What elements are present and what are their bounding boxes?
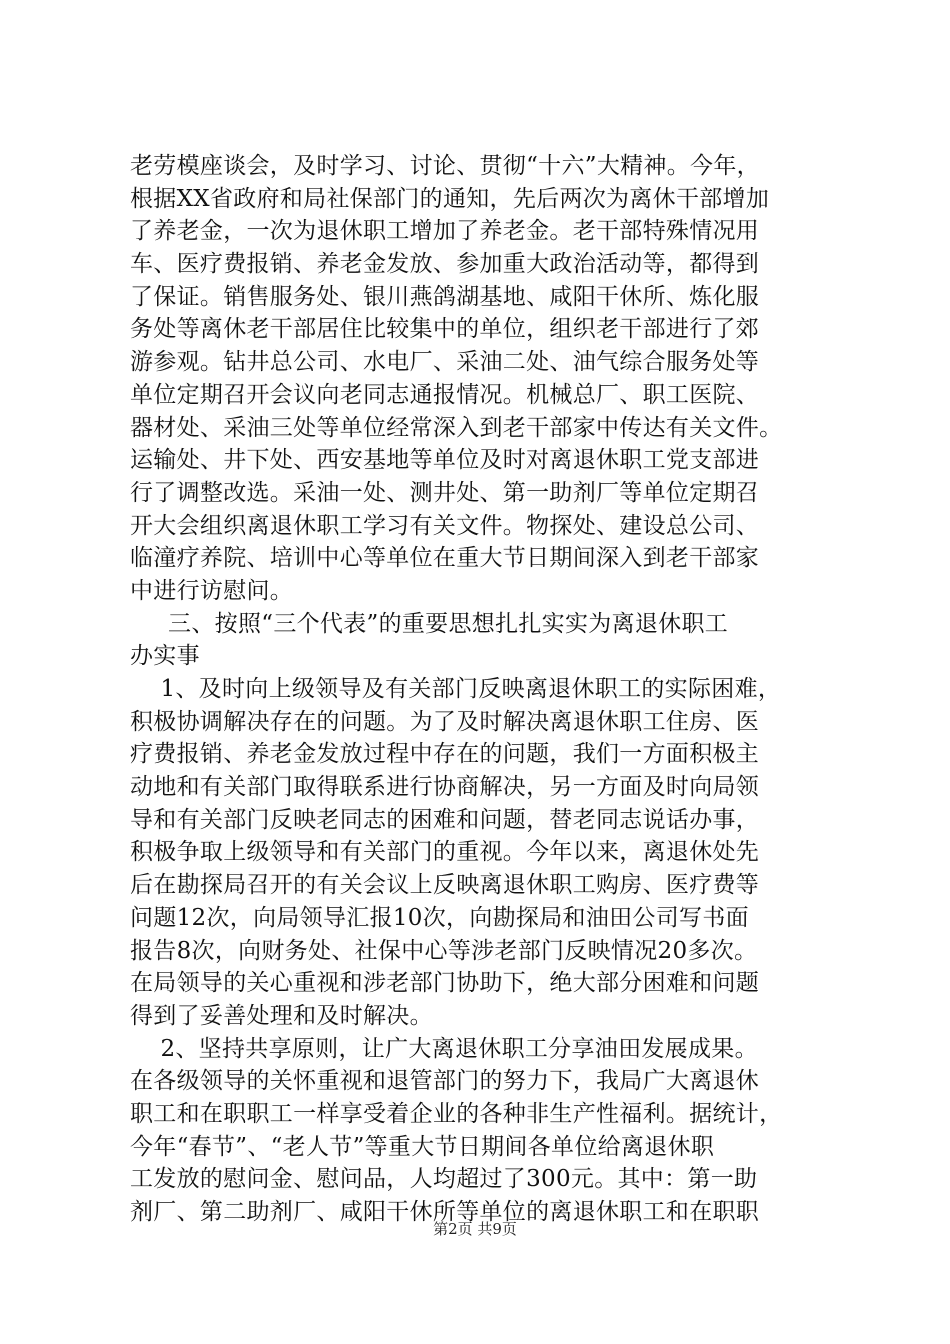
text-line: 在各级领导的关怀重视和退管部门的努力下，我局广大离退休 bbox=[130, 1068, 760, 1095]
text-line: 问题12次，向局领导汇报10次，向勘探局和油田公司写书面 bbox=[130, 904, 749, 931]
text-line: 根据XX省政府和局社保部门的通知，先后两次为离休干部增加 bbox=[130, 185, 770, 212]
text-line: 后在勘探局召开的有关会议上反映离退休职工购房、医疗费等 bbox=[130, 872, 760, 899]
text-line: 中进行访慰问。 bbox=[130, 577, 294, 604]
text-line: 今年“春节”、“老人节”等重大节日期间各单位给离退休职 bbox=[130, 1133, 715, 1160]
text-line: 导和有关部门反映老同志的困难和问题，替老同志说话办事， bbox=[130, 806, 760, 833]
text-line: 疗费报销、养老金发放过程中存在的问题，我们一方面积极主 bbox=[130, 741, 760, 768]
text-line: 务处等离休老干部居住比较集中的单位，组织老干部进行了郊 bbox=[130, 316, 760, 343]
text-line: 临潼疗养院、培训中心等单位在重大节日期间深入到老干部家 bbox=[130, 545, 760, 572]
text-line: 行了调整改选。采油一处、测井处、第一助剂厂等单位定期召 bbox=[130, 479, 760, 506]
section-heading-line: 办实事 bbox=[130, 643, 200, 670]
text-line: 器材处、采油三处等单位经常深入到老干部家中传达有关文件。 bbox=[130, 414, 783, 441]
text-line: 职工和在职职工一样享受着企业的各种非生产性福利。据统计， bbox=[130, 1100, 783, 1127]
text-line: 积极争取上级领导和有关部门的重视。今年以来，离退休处先 bbox=[130, 839, 760, 866]
text-line: 开大会组织离退休职工学习有关文件。物探处、建设总公司、 bbox=[130, 512, 760, 539]
text-line: 游参观。钻井总公司、水电厂、采油二处、油气综合服务处等 bbox=[130, 349, 760, 376]
text-line: 2、坚持共享原则，让广大离退休职工分享油田发展成果。 bbox=[130, 1035, 758, 1062]
text-line: 老劳模座谈会，及时学习、讨论、贯彻“十六”大精神。今年， bbox=[130, 153, 760, 179]
text-line: 剂厂、第二助剂厂、咸阳干休所等单位的离退休职工和在职职 bbox=[130, 1199, 760, 1225]
text-line: 在局领导的关心重视和涉老部门协助下，绝大部分困难和问题 bbox=[130, 970, 760, 997]
text-line: 了养老金，一次为退休职工增加了养老金。老干部特殊情况用 bbox=[130, 218, 760, 245]
text-line: 报告8次，向财务处、社保中心等涉老部门反映情况20多次。 bbox=[130, 937, 758, 964]
text-line: 动地和有关部门取得联系进行协商解决，另一方面及时向局领 bbox=[130, 774, 760, 801]
text-line: 得到了妥善处理和及时解决。 bbox=[130, 1002, 433, 1029]
text-line: 单位定期召开会议向老同志通报情况。机械总厂、职工医院、 bbox=[130, 381, 760, 408]
text-line: 车、医疗费报销、养老金发放、参加重大政治活动等，都得到 bbox=[130, 251, 760, 278]
page-number-footer: 第2页 共9页 bbox=[433, 1220, 517, 1238]
text-line: 积极协调解决存在的问题。为了及时解决离退休职工住房、医 bbox=[130, 708, 760, 735]
text-line: 了保证。销售服务处、银川燕鸽湖基地、咸阳干休所、炼化服 bbox=[130, 283, 760, 310]
document-body bbox=[130, 150, 830, 1229]
section-heading-line: 三、按照“三个代表”的重要思想扎扎实实为离退休职工 bbox=[130, 610, 729, 637]
text-line: 工发放的慰问金、慰问品，人均超过了300元。其中：第一助 bbox=[130, 1166, 758, 1193]
text-line: 1、及时向上级领导及有关部门反映离退休职工的实际困难， bbox=[130, 676, 782, 702]
text-line: 运输处、井下处、西安基地等单位及时对离退休职工党支部进 bbox=[130, 447, 760, 474]
